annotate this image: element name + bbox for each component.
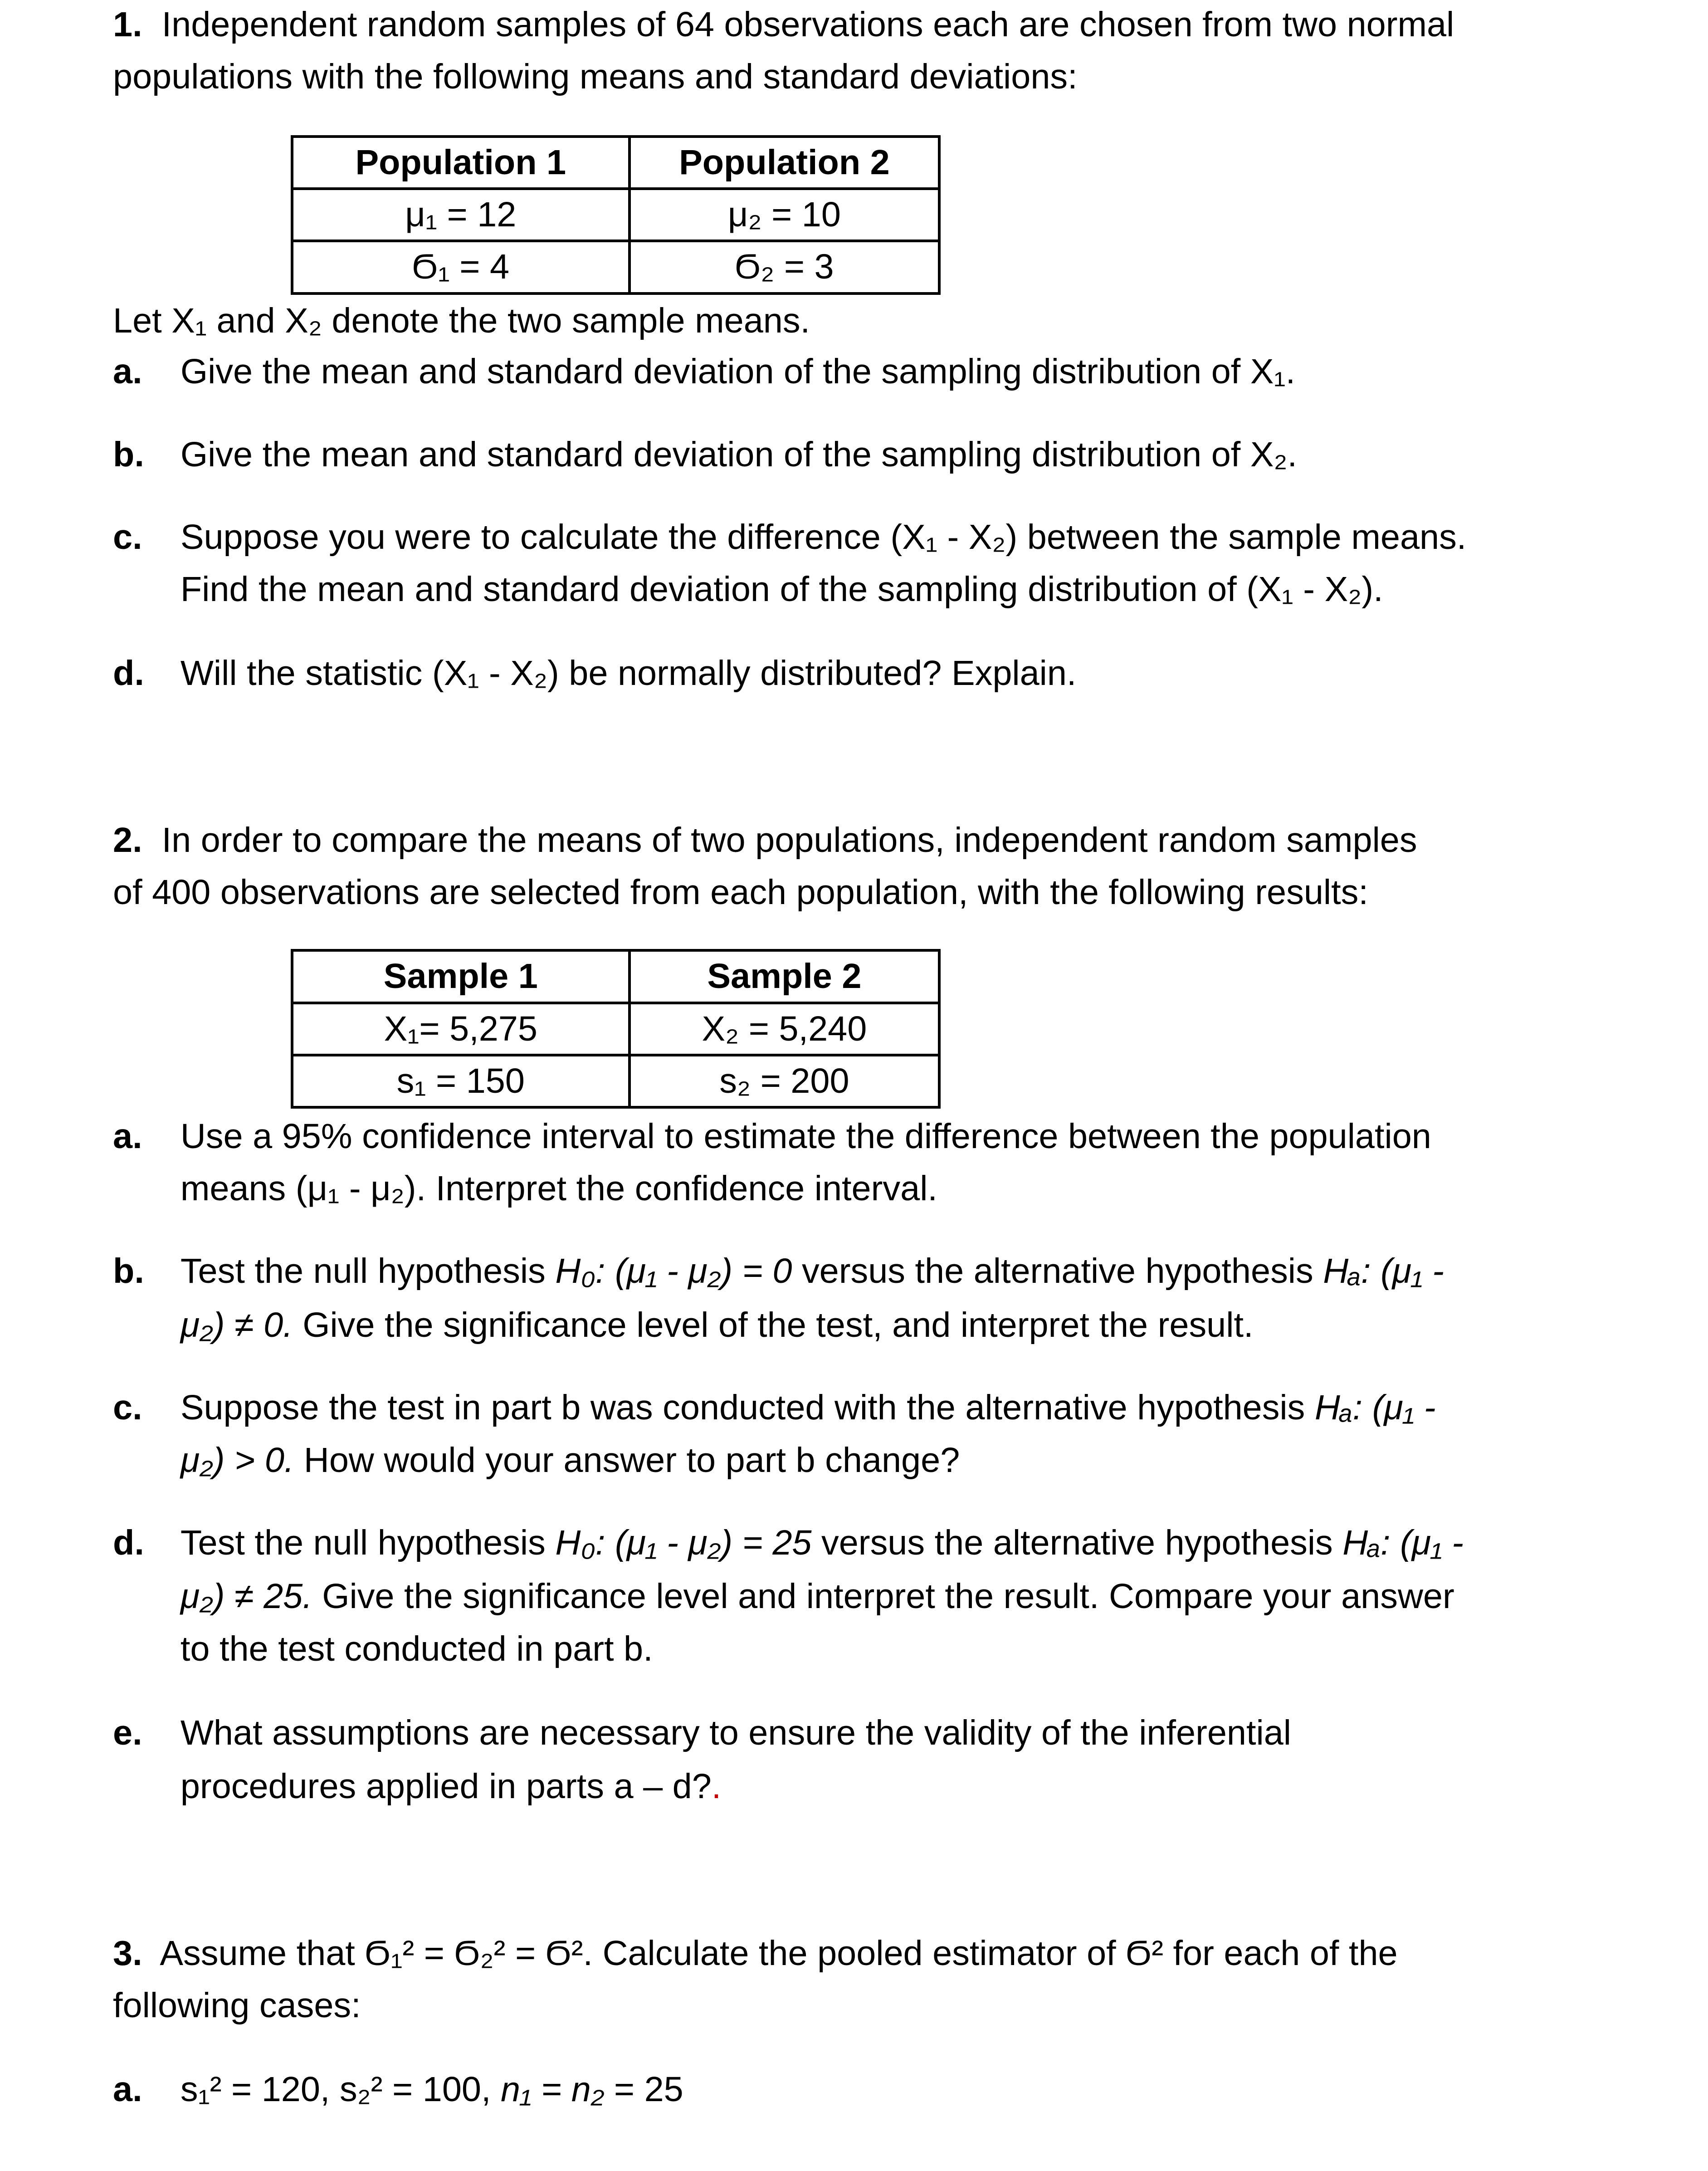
text: s₁² = 120, s₂² = 100, <box>180 2070 501 2109</box>
table-row <box>292 241 939 293</box>
q2-line-1 <box>113 816 1417 865</box>
table-cell: Ϭ₁ = 4 <box>292 241 630 293</box>
q1b-label: b. <box>113 435 144 474</box>
table-cell: μ₁ = 12 <box>292 189 630 241</box>
null-hypothesis: H₀: (μ₁ - μ₂) = 25 <box>555 1523 812 1562</box>
q2d-text-3: to the test conducted in part b. <box>180 1629 653 1668</box>
q3-line-2: following cases: <box>113 1986 361 2025</box>
q3a-text <box>181 2065 683 2114</box>
q2c-label: c. <box>113 1388 142 1428</box>
q2d-text-2 <box>181 1572 1454 1621</box>
alt-hypothesis: Hₐ: (μ₁ - <box>1323 1252 1444 1291</box>
table-cell: μ₂ = 10 <box>630 189 939 241</box>
q1d-label: d. <box>113 654 144 693</box>
alt-hypothesis-cont: μ₂) ≠ 25. <box>180 1577 312 1616</box>
q2d-label: d. <box>113 1523 144 1562</box>
q3a-label: a. <box>113 2070 142 2109</box>
header-sample-1: Sample 1 <box>292 950 630 1002</box>
q1-let-line: Let X₁ and X₂ denote the two sample means. <box>113 301 810 340</box>
q2-number: 2. <box>113 820 142 860</box>
text: Test the null hypothesis <box>180 1252 556 1291</box>
sample-sizes: n₁ = n₂ <box>501 2070 605 2109</box>
q1d-text: Will the statistic (X₁ - X₂) be normally distributed? Explain. <box>180 654 1077 693</box>
q1c-text-1: Suppose you were to calculate the difference (X₁ - X₂) between the sample means. <box>180 517 1467 557</box>
alt-hypothesis-cont: μ₂) ≠ 0. <box>180 1305 293 1345</box>
q1-line-1 <box>113 0 1454 49</box>
q3-number: 3. <box>113 1933 142 1973</box>
q2e-label: e. <box>113 1713 142 1752</box>
q2b-label: b. <box>113 1252 144 1291</box>
table-cell: X₂ = 5,240 <box>630 1003 939 1055</box>
header-population-2: Population 2 <box>630 137 939 189</box>
q2a-text-2: means (μ₁ - μ₂). Interpret the confidence interval. <box>180 1169 937 1208</box>
text: = 25 <box>604 2070 683 2109</box>
sample-table <box>291 949 941 1109</box>
q1b-text: Give the mean and standard deviation of the sampling distribution of X₂. <box>180 435 1298 474</box>
header-sample-2: Sample 2 <box>630 950 939 1002</box>
text: versus the alternative hypothesis <box>792 1252 1323 1291</box>
q1a-label: a. <box>113 352 142 391</box>
q2e-text-2 <box>181 1762 721 1811</box>
text: Give the significance level of the test, and interpret the result. <box>293 1305 1254 1345</box>
text: Test the null hypothesis <box>180 1523 556 1562</box>
table-row <box>292 189 939 241</box>
alt-hypothesis: Hₐ: (μ₁ - <box>1314 1388 1436 1428</box>
q2b-text-2 <box>181 1301 1254 1350</box>
table-cell: s₂ = 200 <box>630 1055 939 1107</box>
alt-hypothesis: Hₐ: (μ₁ - <box>1342 1523 1464 1562</box>
q2a-text-1: Use a 95% confidence interval to estimate the difference between the population <box>180 1116 1431 1156</box>
q1c-text-2: Find the mean and standard deviation of the sampling distribution of (X₁ - X₂). <box>180 570 1383 609</box>
q1-text: Independent random samples of 64 observations each are chosen from two normal <box>161 5 1454 44</box>
q2a-label: a. <box>113 1116 142 1156</box>
text: How would your answer to part b change? <box>294 1440 960 1480</box>
header-population-1: Population 1 <box>292 137 630 189</box>
q2d-text-1 <box>181 1518 1464 1568</box>
alt-hypothesis-cont: μ₂) > 0. <box>180 1440 294 1480</box>
table-row <box>292 1055 939 1107</box>
q1-number: 1. <box>113 5 142 44</box>
population-table <box>291 135 941 295</box>
q2e-text-1: What assumptions are necessary to ensure the validity of the inferential <box>180 1713 1291 1752</box>
text: procedures applied in parts a – d? <box>180 1767 712 1806</box>
red-period: . <box>711 1767 722 1806</box>
table-row <box>292 1003 939 1055</box>
table-header-row <box>292 137 939 189</box>
q2-line-2: of 400 observations are selected from each population, with the following results: <box>113 873 1368 912</box>
table-cell: s₁ = 150 <box>292 1055 630 1107</box>
table-header-row <box>292 950 939 1002</box>
q1-line-2: populations with the following means and standard deviations: <box>113 57 1078 97</box>
q2b-text-1 <box>181 1247 1444 1296</box>
q2c-text-1 <box>181 1383 1436 1433</box>
table-cell: X₁= 5,275 <box>292 1003 630 1055</box>
q3-text: Assume that Ϭ₁² = Ϭ₂² = Ϭ². Calculate the pooled estimator of Ϭ² for each of the <box>160 1933 1398 1973</box>
text: Give the significance level and interpret the result. Compare your answer <box>312 1577 1454 1616</box>
null-hypothesis: H₀: (μ₁ - μ₂) = 0 <box>555 1252 792 1291</box>
q3-line-1 <box>113 1929 1398 1978</box>
q2c-text-2 <box>181 1436 960 1485</box>
table-cell: Ϭ₂ = 3 <box>630 241 939 293</box>
q1c-label: c. <box>113 517 142 557</box>
text: Suppose the test in part b was conducted with the alternative hypothesis <box>180 1388 1315 1428</box>
q2-text: In order to compare the means of two populations, independent random samples <box>161 820 1417 860</box>
text: versus the alternative hypothesis <box>811 1523 1343 1562</box>
q1a-text: Give the mean and standard deviation of the sampling distribution of X₁. <box>180 352 1296 391</box>
